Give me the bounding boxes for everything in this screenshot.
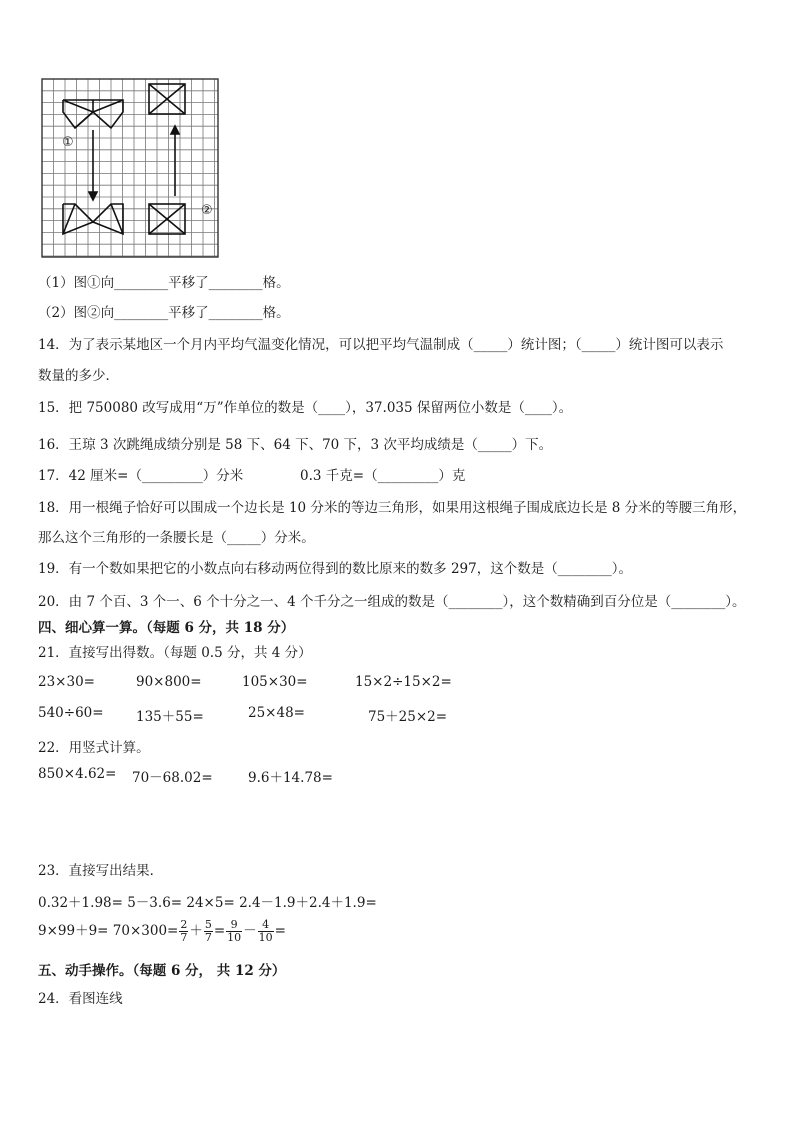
q21-r1-c1: 23×30=	[38, 674, 95, 690]
q21-title: 21．直接写出得数。（每题 0.5 分，共 4 分）	[38, 645, 312, 661]
q15: 15．把 750080 改写成用“万”作单位的数是（____），37.035 保留两位小数是（____）。	[38, 400, 573, 416]
q24: 24．看图连线	[38, 991, 123, 1007]
label-2: ②	[201, 203, 213, 218]
fraction-5-7: $\frac{5}{7}$	[204, 918, 212, 944]
q21-r1-c3: 105×30=	[242, 674, 308, 690]
q21-r2-c1: 540÷60=	[38, 705, 104, 721]
q13-part1: （1）图①向________平移了________格。	[38, 275, 290, 291]
arrow-down	[89, 130, 97, 200]
q21-r1-c2: 90×800=	[136, 674, 202, 690]
q14-line1: 14．为了表示某地区一个月内平均气温变化情况，可以把平均气温制成（_____）统计图；（_____）统计图可以表示	[38, 337, 724, 353]
q22-item-1: 850×4.62=	[38, 766, 117, 782]
fraction-9-10: $\frac{9}{10}$	[227, 918, 242, 944]
q23-title: 23．直接写出结果．	[38, 863, 164, 879]
q17-a: 17．42 厘米=（_________）分米	[38, 468, 244, 484]
q23-row1: 0.32＋1.98= 5－3.6= 24×5= 2.4－1.9＋2.4＋1.9=	[38, 895, 377, 911]
q16: 16．王琼 3 次跳绳成绩分别是 58 下、64 下、70 下，3 次平均成绩是（_____）下。	[38, 437, 553, 453]
q22-item-2: 70－68.02=	[132, 770, 213, 786]
q17-b: 0.3 千克=（_________）克	[300, 468, 466, 484]
q21-r2-c2: 135＋55=	[136, 709, 204, 725]
grid-lines	[42, 79, 218, 257]
fraction-2-7: $\frac{2}{7}$	[180, 918, 188, 944]
q18-line1: 18．用一根绳子恰好可以围成一个边长是 10 分米的等边三角形，如果用这根绳子围成底边长是 8 分米的等腰三角形，	[38, 500, 747, 516]
q22-item-3: 9.6＋14.78=	[248, 770, 333, 786]
q21-r1-c4: 15×2÷15×2=	[355, 674, 452, 690]
section-4-heading: 四、细心算一算。（每题 6 分，共 18 分）	[38, 620, 295, 636]
q22-title: 22．用竖式计算。	[38, 740, 150, 756]
q13-part2: （2）图②向________平移了________格。	[38, 305, 290, 321]
q20: 20．由 7 个百、3 个一、6 个十分之一、4 个千分之一组成的数是（________），这个数精确到百分位是（________）。	[38, 594, 746, 610]
fraction-4-10: $\frac{4}{10}$	[258, 918, 273, 944]
q23-row2-prefix: 9×99＋9= 70×300=	[38, 923, 179, 939]
q23-row2: 9×99＋9= 70×300= $\frac{2}{7}$ ＋ $\frac{5}{7}$ = $\frac{9}{10}$ － $\frac{4}{10}$ =	[38, 918, 286, 944]
q19: 19．有一个数如果把它的小数点向右移动两位得到的数比原来的数多 297，这个数是（________）。	[38, 561, 632, 577]
q21-r2-c4: 75＋25×2=	[368, 709, 448, 725]
q14-line2: 数量的多少．	[38, 368, 119, 384]
section-5-heading: 五、动手操作。（每题 6 分， 共 12 分）	[38, 963, 286, 979]
label-1: ①	[62, 135, 74, 150]
translation-grid-figure	[41, 78, 219, 258]
q21-r2-c3: 25×48=	[248, 705, 305, 721]
q18-line2: 那么这个三角形的一条腰长是（_____）分米。	[38, 530, 315, 546]
